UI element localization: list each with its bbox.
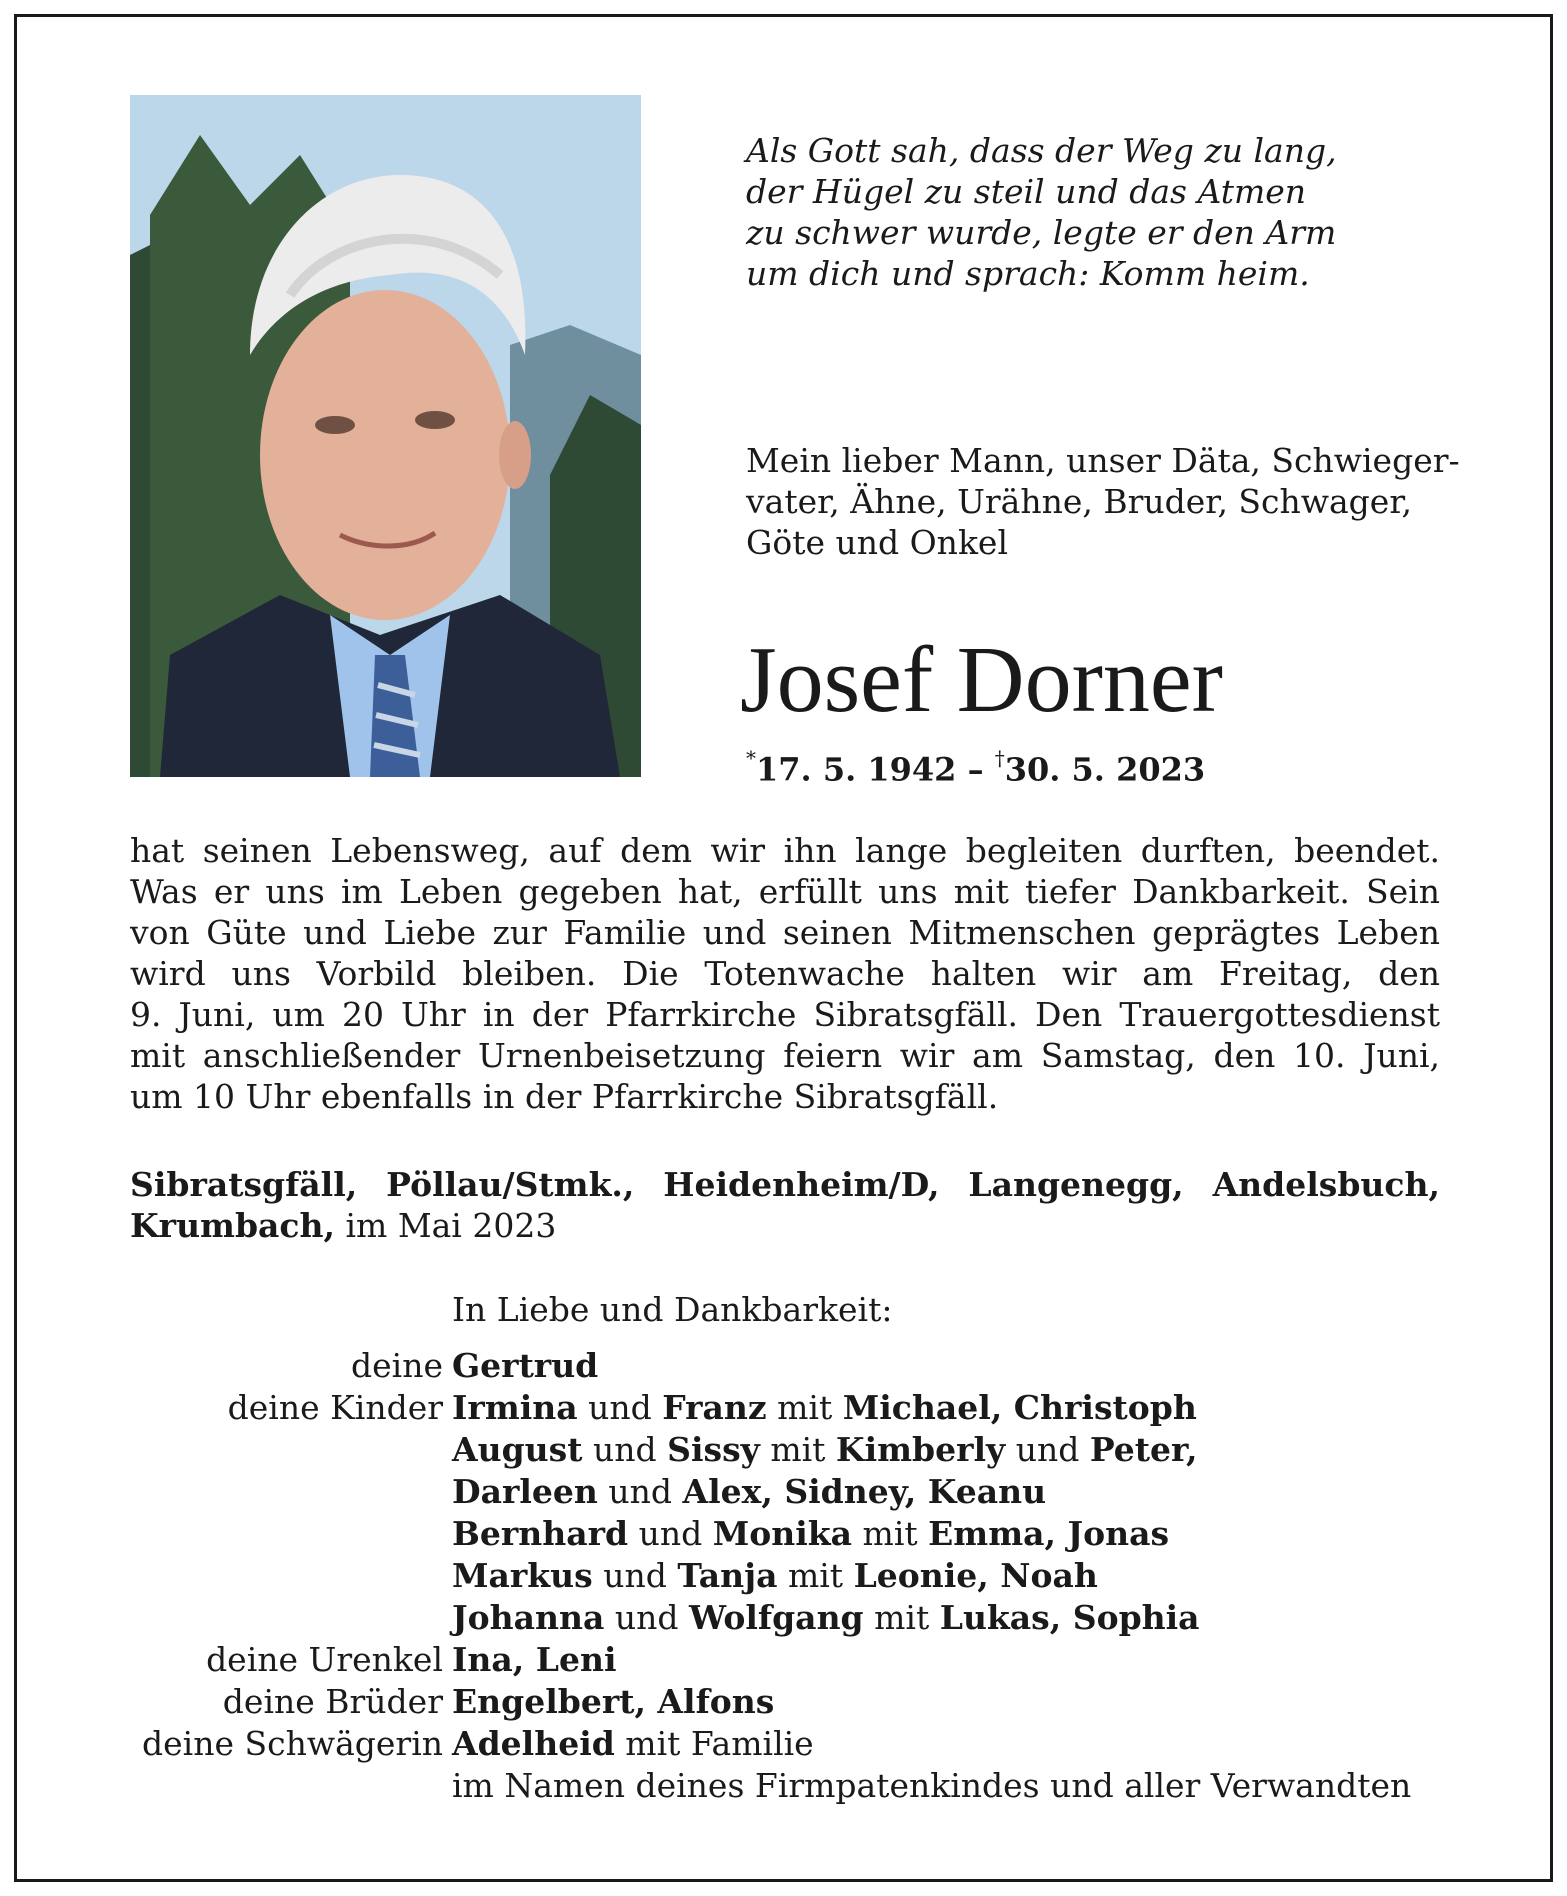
mourner-name: Markus (452, 1556, 593, 1595)
death-symbol: † (994, 746, 1005, 770)
mourner-row (100, 1555, 1460, 1597)
mourner-connector: mit (852, 1514, 929, 1553)
mourner-relation: deine Brüder (222, 1682, 443, 1721)
mourner-connector: mit (863, 1598, 940, 1637)
mourner-connector: mit (766, 1388, 843, 1427)
mourner-names (452, 1387, 1460, 1429)
places-line (130, 1164, 1440, 1205)
intro-line: vater, Ähne, Urähne, Bruder, Schwager, (746, 482, 1412, 521)
mourner-name: Wolfgang (689, 1598, 864, 1637)
date-separator: – (956, 750, 995, 789)
mourner-row (100, 1429, 1460, 1471)
mourner-names (452, 1345, 1460, 1387)
announcement-body (130, 830, 1440, 1117)
mourner-relation (100, 1597, 452, 1639)
mourner-name: Bernhard (452, 1514, 629, 1553)
mourner-connector: und (1005, 1430, 1090, 1469)
mourner-names (452, 1765, 1460, 1807)
places-list: Sibratsgfäll, Pöllau/Stmk., Heidenheim/D, Langenegg, Andelsbuch, (130, 1165, 1440, 1204)
mourner-connector: mit (777, 1556, 854, 1595)
mourner-name: Franz (662, 1388, 767, 1427)
birth-date: 17. 5. 1942 (756, 750, 957, 789)
mourner-relation (100, 1471, 452, 1513)
body-line: um 10 Uhr ebenfalls in der Pfarrkirche Sibratsgfäll. (130, 1077, 999, 1116)
places-and-date (130, 1164, 1440, 1246)
body-line: hat seinen Lebensweg, auf dem wir ihn lange begleiten durften, beendet. (130, 831, 1440, 870)
portrait-photo (130, 95, 641, 777)
mourner-name: Sissy (667, 1430, 760, 1469)
mourner-name: Johanna (452, 1598, 605, 1637)
intro-line: Mein lieber Mann, unser Däta, Schwieger- (746, 441, 1460, 480)
mourners-list (100, 1345, 1460, 1807)
mourner-name: Leonie, Noah (853, 1556, 1098, 1595)
mourner-names (452, 1471, 1460, 1513)
mourner-connector: mit (759, 1430, 836, 1469)
intro-line: Göte und Onkel (746, 523, 1009, 562)
places-line (130, 1205, 1440, 1246)
mourner-row (100, 1513, 1460, 1555)
quote-line: zu schwer wurde, legte er den Arm (746, 213, 1337, 252)
mourner-relation: deine Kinder (227, 1388, 443, 1427)
mourner-row (100, 1639, 1460, 1681)
mourner-row (100, 1597, 1460, 1639)
mourner-names (452, 1513, 1460, 1555)
mourner-name: Lukas, Sophia (939, 1598, 1200, 1637)
mourner-row (100, 1387, 1460, 1429)
mourner-row (100, 1345, 1460, 1387)
mourner-name: Alex, Sidney, Keanu (682, 1472, 1047, 1511)
mourner-relation (100, 1555, 452, 1597)
mourner-names (452, 1597, 1460, 1639)
mourner-name: August (452, 1430, 583, 1469)
mourner-name: Irmina (452, 1388, 578, 1427)
quote-verse (746, 130, 1446, 294)
body-line: 9. Juni, um 20 Uhr in der Pfarrkirche Sibratsgfäll. Den Trauergottesdienst (130, 995, 1440, 1034)
mourner-name: Darleen (452, 1472, 598, 1511)
mourner-relation: deine Schwägerin (142, 1724, 443, 1763)
mourner-name: Kimberly (835, 1430, 1006, 1469)
mourner-name: Tanja (677, 1556, 778, 1595)
mourner-name: Adelheid (452, 1724, 615, 1763)
mourner-relation: deine (351, 1346, 443, 1385)
mourner-connector: und (628, 1514, 713, 1553)
mourner-row (100, 1765, 1460, 1807)
body-line: Was er uns im Leben gegeben hat, erfüllt uns mit tiefer Dankbarkeit. Sein (130, 872, 1440, 911)
mourner-relation (100, 1513, 452, 1555)
intro-text (746, 440, 1460, 563)
quote-line: Als Gott sah, dass der Weg zu lang, (746, 131, 1337, 170)
mourner-names (452, 1429, 1460, 1471)
quote-line: um dich und sprach: Komm heim. (746, 254, 1310, 293)
mourner-row (100, 1723, 1460, 1765)
birth-symbol: * (746, 746, 756, 770)
mourner-connector: mit Familie (614, 1724, 814, 1763)
mourner-name: Engelbert, Alfons (452, 1682, 775, 1721)
life-dates (746, 746, 1206, 789)
body-line: mit anschließender Urnenbeisetzung feiern wir am Samstag, den 10. Juni, (130, 1036, 1440, 1075)
mourner-name: Ina, Leni (452, 1640, 617, 1679)
mourner-connector: und (604, 1598, 689, 1637)
mourner-name: Monika (712, 1514, 853, 1553)
mourner-row (100, 1471, 1460, 1513)
mourner-name: Michael, Christoph (842, 1388, 1197, 1427)
body-line: von Güte und Liebe zur Familie und seinen Mitmenschen geprägtes Leben (130, 913, 1440, 952)
mourner-connector: und (597, 1472, 683, 1511)
mourner-relation (100, 1765, 452, 1807)
mourner-name: Peter, (1089, 1430, 1198, 1469)
body-line: wird uns Vorbild bleiben. Die Totenwache halten wir am Freitag, den (130, 954, 1440, 993)
mourner-name: Emma, Jonas (928, 1514, 1170, 1553)
death-date: 30. 5. 2023 (1004, 750, 1206, 789)
mourner-connector: und (582, 1430, 668, 1469)
mourner-names (452, 1639, 1460, 1681)
issue-date: im Mai 2023 (335, 1206, 557, 1245)
mourner-relation: deine Urenkel (206, 1640, 443, 1679)
places-last: Krumbach, (130, 1206, 336, 1245)
mourner-connector: im Namen deines Firmpatenkindes und aller Verwandten (452, 1766, 1412, 1805)
mourner-names (452, 1681, 1460, 1723)
mourner-name: Gertrud (452, 1346, 599, 1385)
deceased-name: Josef Dorner (740, 628, 1223, 732)
quote-line: der Hügel zu steil und das Atmen (746, 172, 1307, 211)
mourner-names (452, 1555, 1460, 1597)
mourner-connector: und (577, 1388, 663, 1427)
mourner-names (452, 1723, 1460, 1765)
mourner-row (100, 1681, 1460, 1723)
mourner-relation (100, 1429, 452, 1471)
thanks-heading: In Liebe und Dankbarkeit: (452, 1290, 893, 1329)
mourner-connector: und (592, 1556, 678, 1595)
